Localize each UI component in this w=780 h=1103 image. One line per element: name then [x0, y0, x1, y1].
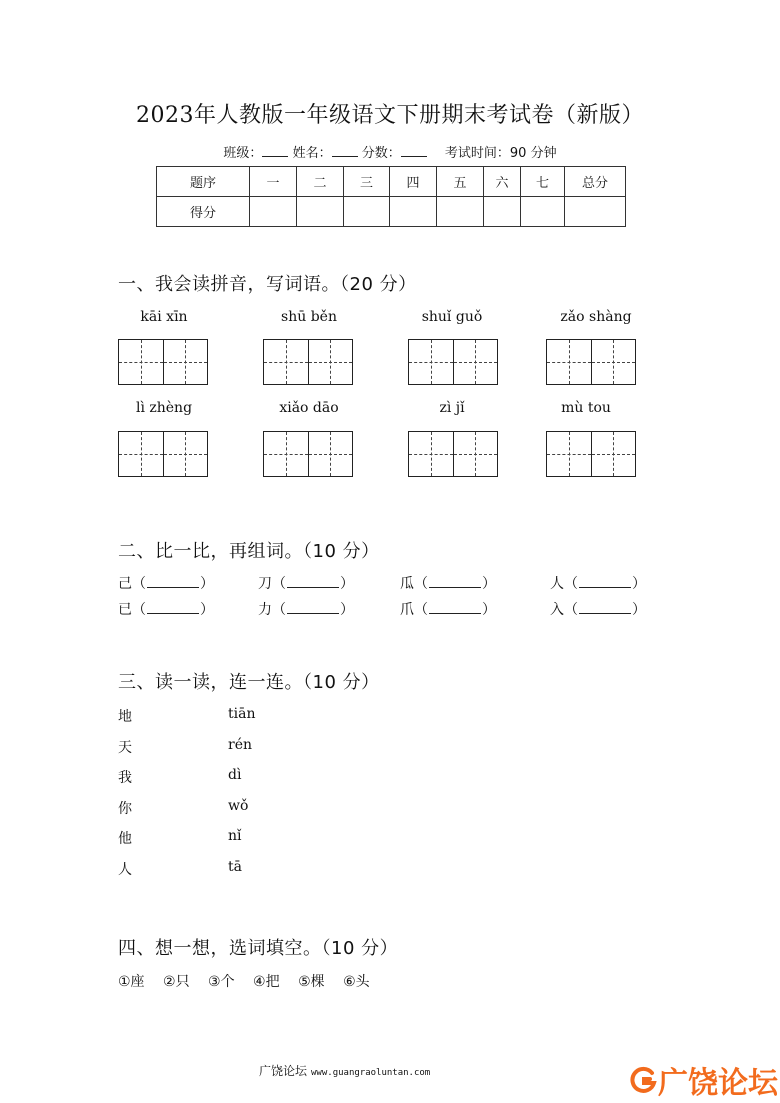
word-option: ②只 — [163, 974, 190, 990]
student-info-line — [0, 142, 780, 161]
header-cell: 六 — [484, 167, 521, 197]
match-character[interactable]: 你 — [118, 801, 132, 817]
answer-blank[interactable] — [429, 602, 481, 614]
pinyin-label: lì zhèng — [135, 400, 193, 416]
answer-blank[interactable] — [287, 576, 339, 588]
answer-blank[interactable] — [579, 602, 631, 614]
section-4-title: 四、想一想，选词填空。（10 分） — [118, 938, 399, 959]
writing-grid[interactable] — [546, 339, 636, 385]
answer-blank[interactable] — [147, 576, 199, 588]
compare-item: 入（ ） — [550, 602, 646, 618]
score-label: 分数： — [361, 146, 401, 161]
compare-item: 爪（ ） — [400, 602, 496, 618]
section-1-title: 一、我会读拼音，写词语。（20 分） — [118, 274, 417, 295]
logo-text: 广饶论坛 — [658, 1066, 778, 1101]
word-option: ③个 — [208, 974, 235, 990]
footer — [259, 1062, 430, 1079]
match-pinyin[interactable]: wǒ — [228, 798, 249, 814]
class-blank — [262, 144, 288, 157]
match-pinyin[interactable]: tiān — [228, 706, 256, 722]
word-options — [118, 971, 384, 991]
compare-item: 刀（ ） — [258, 576, 354, 592]
header-cell: 五 — [437, 167, 484, 197]
compare-item: 力（ ） — [258, 602, 354, 618]
score-cell[interactable] — [390, 197, 437, 227]
class-label: 班级： — [223, 146, 263, 161]
word-option: ①座 — [118, 974, 145, 990]
writing-grid[interactable] — [118, 431, 208, 477]
writing-grid[interactable] — [263, 431, 353, 477]
word-option: ④把 — [253, 974, 280, 990]
header-cell: 七 — [521, 167, 565, 197]
writing-grid[interactable] — [408, 339, 498, 385]
score-cell[interactable] — [437, 197, 484, 227]
compare-item: 人（ ） — [550, 576, 646, 592]
match-pinyin[interactable]: nǐ — [228, 828, 242, 844]
word-option: ⑥头 — [343, 974, 370, 990]
compare-item: 瓜（ ） — [400, 576, 496, 592]
score-table-header-row — [157, 167, 626, 197]
writing-grid[interactable] — [118, 339, 208, 385]
pinyin-label: shuǐ guǒ — [421, 309, 483, 325]
score-cell[interactable] — [297, 197, 344, 227]
section-2-title: 二、比一比，再组词。（10 分） — [118, 541, 380, 562]
match-pinyin[interactable]: tā — [228, 859, 242, 875]
name-label: 姓名： — [292, 146, 332, 161]
header-cell: 题序 — [157, 167, 250, 197]
header-cell: 一 — [250, 167, 297, 197]
answer-blank[interactable] — [579, 576, 631, 588]
match-character[interactable]: 天 — [118, 740, 132, 756]
header-cell: 四 — [390, 167, 437, 197]
site-logo — [628, 1058, 778, 1102]
match-character[interactable]: 地 — [118, 709, 132, 725]
pinyin-label: xiǎo dāo — [279, 400, 339, 416]
answer-blank[interactable] — [429, 576, 481, 588]
pinyin-label: shū běn — [281, 309, 337, 325]
row-label: 得分 — [157, 197, 250, 227]
match-character[interactable]: 他 — [118, 831, 132, 847]
exam-time: 考试时间：90 分钟 — [444, 146, 557, 161]
score-cell[interactable] — [250, 197, 297, 227]
match-pinyin[interactable]: dì — [228, 767, 242, 783]
name-blank — [332, 144, 358, 157]
score-cell[interactable] — [521, 197, 565, 227]
section-3-title: 三、读一读，连一连。（10 分） — [118, 672, 380, 693]
pinyin-label: mù tou — [561, 400, 611, 416]
footer-url[interactable]: www.guangraoluntan.com — [311, 1068, 431, 1078]
pinyin-label: zì jǐ — [439, 400, 465, 416]
writing-grid[interactable] — [408, 431, 498, 477]
header-cell: 总分 — [565, 167, 626, 197]
pinyin-label: kāi xīn — [140, 309, 188, 325]
score-cell[interactable] — [565, 197, 626, 227]
answer-blank[interactable] — [287, 602, 339, 614]
score-table-score-row — [157, 197, 626, 227]
header-cell: 二 — [297, 167, 344, 197]
header-cell: 三 — [344, 167, 390, 197]
compare-item: 已（ ） — [118, 602, 214, 618]
compare-item: 己（ ） — [118, 576, 214, 592]
match-character[interactable]: 人 — [118, 862, 132, 878]
match-pinyin[interactable]: rén — [228, 737, 252, 753]
writing-grid[interactable] — [263, 339, 353, 385]
word-option: ⑤棵 — [298, 974, 325, 990]
logo-swirl-icon — [628, 1065, 658, 1095]
score-blank — [401, 144, 427, 157]
footer-site-name: 广饶论坛 — [259, 1064, 308, 1078]
score-cell[interactable] — [484, 197, 521, 227]
answer-blank[interactable] — [147, 602, 199, 614]
match-character[interactable]: 我 — [118, 770, 132, 786]
score-cell[interactable] — [344, 197, 390, 227]
page-title: 2023年人教版一年级语文下册期末考试卷（新版） — [136, 103, 644, 128]
writing-grid[interactable] — [546, 431, 636, 477]
pinyin-label: zǎo shàng — [560, 309, 632, 325]
score-table — [156, 166, 626, 227]
